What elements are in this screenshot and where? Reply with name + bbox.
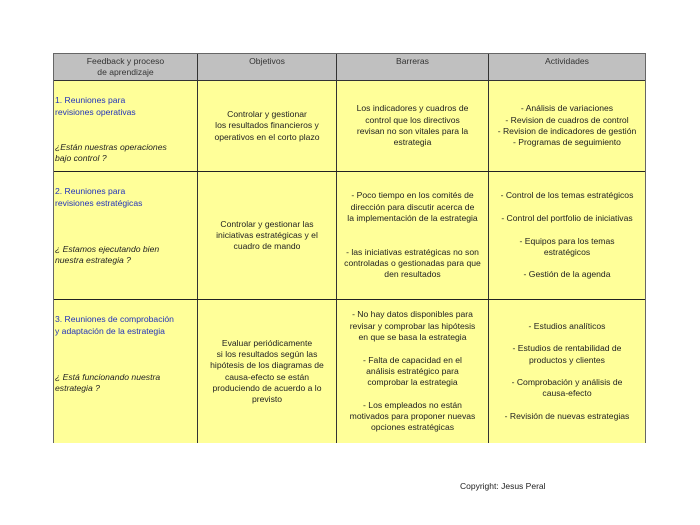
- row3-title: 3. Reuniones de comprobación y adaptación de la estrategia: [55, 314, 174, 336]
- row3-objetivos: Evaluar periódicamente si los resultados según las hipótesis de los diagramas de causa-efecto se están produciendo de acuerdo a lo previsto: [198, 300, 337, 443]
- row1-question: ¿Están nuestras operaciones bajo control ?: [55, 142, 167, 164]
- row3-question: ¿ Está funcionando nuestra estrategia ?: [55, 372, 161, 394]
- row2-actividades: - Control de los temas estratégicos - Control del portfolio de iniciativas - Equipos para los temas estratégicos - Gestión de la agenda: [489, 172, 645, 299]
- row2-question: ¿ Estamos ejecutando bien nuestra estrategia ?: [55, 244, 160, 266]
- row1-objetivos: Controlar y gestionar los resultados financieros y operativos en el corto plazo: [198, 81, 337, 171]
- row1-title: 1. Reuniones para revisiones operativas: [55, 95, 136, 117]
- row3-feedback: [54, 300, 198, 443]
- copyright-text: Copyright: Jesus Peral: [460, 481, 546, 491]
- feedback-table: [53, 53, 646, 443]
- header-actividades: Actividades: [489, 54, 645, 81]
- header-objetivos: Objetivos: [198, 54, 337, 81]
- header-feedback: Feedback y proceso de aprendizaje: [54, 54, 198, 81]
- row2-barreras: - Poco tiempo en los comités de dirección para discutir acerca de la implementación de la estrategia - las iniciativas estratégicas no son controladas o gestionadas para que den resultados: [337, 172, 489, 299]
- row3-actividades: - Estudios analíticos - Estudios de rentabilidad de productos y clientes - Comprobación y análisis de causa-efecto - Revisión de nuevas estrategias: [489, 300, 645, 443]
- row2-feedback: [54, 172, 198, 299]
- header-barreras: Barreras: [337, 54, 489, 81]
- row1-barreras: Los indicadores y cuadros de control que los directivos revisan no son vitales para la estrategia: [337, 81, 489, 171]
- row2-title: 2. Reuniones para revisiones estratégicas: [55, 186, 143, 208]
- row3-barreras: - No hay datos disponibles para revisar y comprobar las hipótesis en que se basa la estrategia - Falta de capacidad en el análisis estratégico para comprobar la estrategia - Los empleados no están motivados para proponer nuevas opciones estratégicas: [337, 300, 489, 443]
- row1-feedback: [54, 81, 198, 171]
- row2-objetivos: Controlar y gestionar las iniciativas estratégicas y el cuadro de mando: [198, 172, 337, 299]
- row1-actividades: - Análisis de variaciones - Revision de cuadros de control - Revision de indicadores de gestión - Programas de seguimiento: [489, 81, 645, 171]
